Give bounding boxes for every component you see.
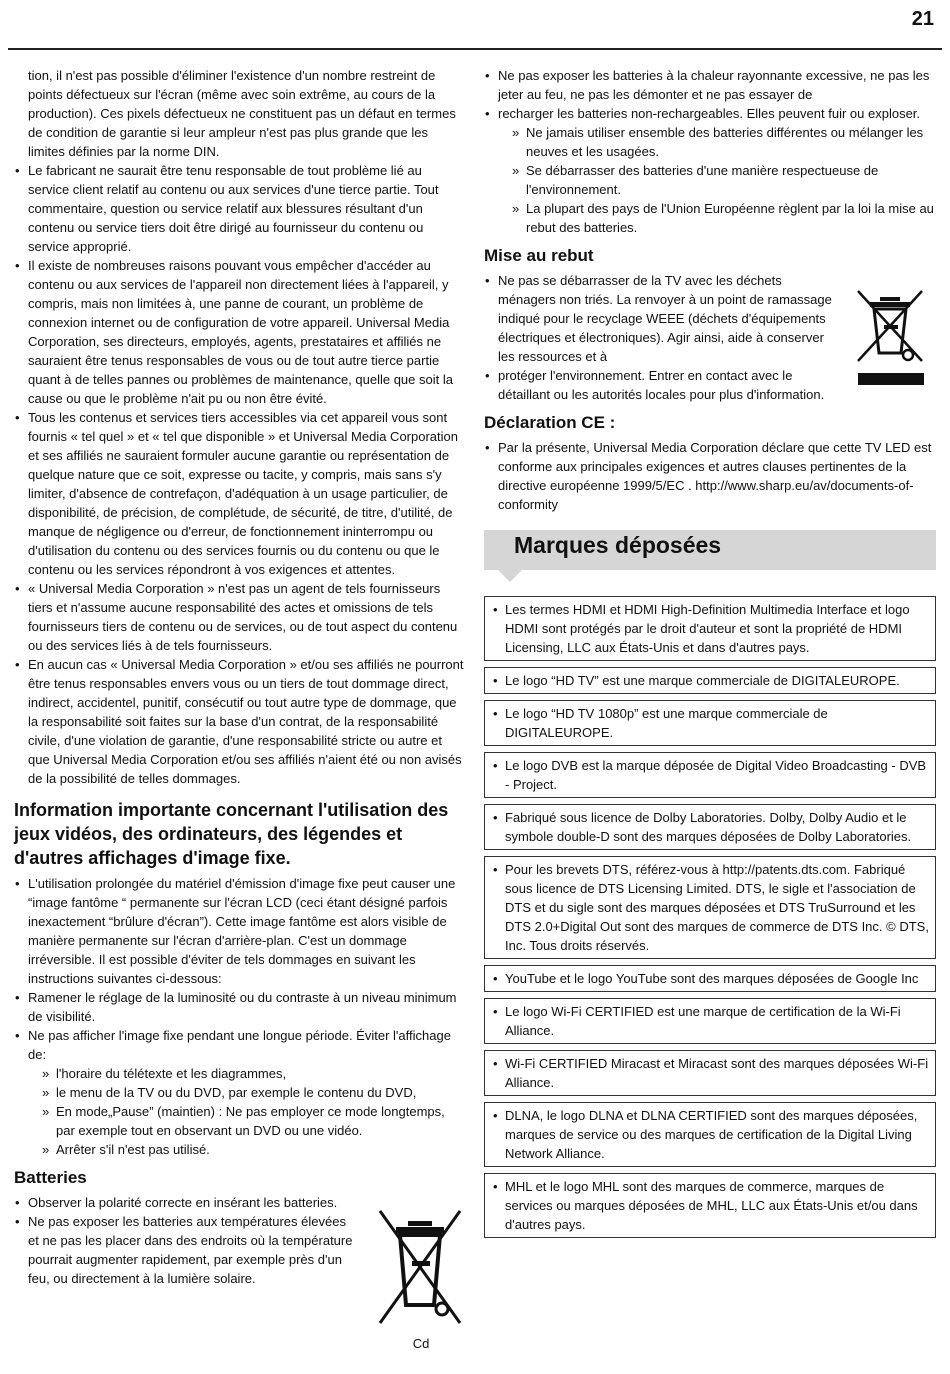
list-item	[484, 104, 936, 237]
trademark-item: • Le logo “HD TV 1080p” est une marque commerciale de DIGITALEUROPE.	[484, 700, 936, 746]
list-item: • protéger l'environnement. Entrer en contact avec le détaillant ou les autorités locales pour plus d'information.	[484, 366, 936, 404]
info-list	[14, 874, 466, 1159]
list-item: • L'utilisation prolongée du matériel d'émission d'image fixe peut causer une “image fantôme “ permanente sur l'écran LCD (ceci étant désigné parfois inexactement “brûlure d'écran”). Cette image fantôme est alors visible de manière permanente sur l'écran d'arrière-plan. C'est un dommage irréversible. Il est possible d'éviter de tels dommages en suivant les instructions suivantes ci-dessous:	[14, 874, 466, 988]
batteries-heading: Batteries	[14, 1168, 87, 1187]
trademark-item: • Pour les brevets DTS, référez-vous à http://patents.dts.com. Fabriqué sous licence de DTS Licensing Limited. DTS, le sigle et l'association de DTS et du sigle sont des marques déposées et DTS TruSurround et les DTS 2.0+Digital Out sont des marques de commerce de DTS Inc. © DTS, Inc. Tous droits réservés.	[484, 856, 936, 959]
left-column	[14, 66, 466, 1353]
header-divider	[8, 48, 942, 50]
banner-pointer	[498, 570, 522, 582]
ce-heading: Déclaration CE :	[484, 413, 616, 432]
trademark-item: • Le logo “HD TV” est une marque commerciale de DIGITALEUROPE.	[484, 667, 936, 694]
sub-item: » En mode„Pause” (maintien) : Ne pas employer ce mode longtemps, par exemple tout en observant un DVD ou une vidéo.	[42, 1102, 466, 1140]
trademarks-list	[484, 596, 936, 1238]
sub-item: » Ne jamais utiliser ensemble des batteries différentes ou mélanger les neuves et les usagées.	[512, 123, 936, 161]
list-item: • Par la présente, Universal Media Corporation déclare que cette TV LED est conforme aux principales exigences et autres clauses pertinentes de la directive européenne 1999/5/EC . http://www.sharp.eu/av/documents-of-conformity	[484, 438, 936, 514]
list-item: • En aucun cas « Universal Media Corporation » et/ou ses affiliés ne pourront être tenus responsables envers vous ou un tiers de tout dommage direct, indirect, accidentel, punitif, consécutif ou tout autre type de dommage, que la responsabilité soit faites sur la base d'un contrat, de la responsabilité civile, d'une violation de garantie, d'une responsabilité stricte ou autre et que Universal Media Corporation et/ou ses affiliés n'aient été ou non avisés de la possibilité de telles dommages.	[14, 655, 466, 788]
trademarks-heading: Marques déposées	[514, 532, 722, 558]
sub-item: » Arrêter s'il n'est pas utilisé.	[42, 1140, 466, 1159]
list-item-text: Ne pas afficher l'image fixe pendant une longue période. Éviter l'affichage de:	[28, 1028, 451, 1062]
info-sublist	[28, 1064, 466, 1159]
batteries-list	[14, 1193, 466, 1288]
list-item: • Observer la polarité correcte en insérant les batteries.	[14, 1193, 466, 1212]
list-item-text: recharger les batteries non-rechargeables. Elles peuvent fuir ou exploser.	[498, 106, 921, 121]
list-item	[14, 1026, 466, 1159]
trademark-item: • Fabriqué sous licence de Dolby Laboratories. Dolby, Dolby Audio et le symbole double-D sont des marques déposées de Dolby Laboratories.	[484, 804, 936, 850]
sub-item: » l'horaire du télétexte et les diagrammes,	[42, 1064, 466, 1083]
list-item: • Le fabricant ne saurait être tenu responsable de tout problème lié au service client relatif au contenu ou aux services d'une tierce partie. Tout commentaire, question ou service relatif aux blessures résultant d'un contenu ou service tiers doit être dirigé au fournisseur du contenu ou service approprié.	[14, 161, 466, 256]
battery-warnings-list	[484, 66, 936, 237]
intro-continuation: tion, il n'est pas possible d'éliminer l'existence d'un nombre restreint de points défectueux sur l'écran (même avec soin extrême, au cours de la production). Ces pixels défectueux ne constituent pas un défaut en termes de condition de garantie si leur ampleur n'est pas plus grande que les limites définies par la norme DIN.	[28, 68, 456, 159]
trademark-item: • Le logo DVB est la marque déposée de Digital Video Broadcasting - DVB - Project.	[484, 752, 936, 798]
list-item: • Tous les contenus et services tiers accessibles via cet appareil vous sont fournis « tel quel » et « tel que disponible » et Universal Media Corporation et ses affiliés ne sauraient formuler aucune garantie ou représentation de quelque nature que ce soit, expresse ou tacite, y compris, mais sans s'y limiter, d'absence de contrefaçon, d'adéquation à un usage particulier, de disponibilité, de précision, de complétude, de sécurité, de titre, d'utilité, de manque de négligence ou d'erreur, de fonctionnement ininterrompu ou d'utilisation du contenu ou des services fournis ou du contenu ou que le contenu ou les services répondront à vos exigences et attentes.	[14, 408, 466, 579]
trademark-item: • MHL et le logo MHL sont des marques de commerce, marques de services ou marques déposées de MHL, LLC aux États-Unis et/ou dans d'autres pays.	[484, 1173, 936, 1238]
list-item: • Il existe de nombreuses raisons pouvant vous empêcher d'accéder au contenu ou aux services de l'appareil non directement liées à l'appareil, y compris, mais non limitées à, une panne de courant, un problème de connexion internet ou de configuration de votre appareil. Universal Media Corporation, ses directeurs, employés, agents, prestataires et affiliés ne sauraient être tenus responsables de vous ou de tout autre tierce partie quant à de telles pannes ou problèmes de maintenance, quelle que soit la cause ou que le problème n'ait pu ou non être évité.	[14, 256, 466, 408]
trademark-item: • Le logo Wi-Fi CERTIFIED est une marque de certification de la Wi-Fi Alliance.	[484, 998, 936, 1044]
trademark-item: • YouTube et le logo YouTube sont des marques déposées de Google Inc	[484, 965, 936, 992]
list-item: • Ramener le réglage de la luminosité ou du contraste à un niveau minimum de visibilité.	[14, 988, 466, 1026]
sub-item: » La plupart des pays de l'Union Européenne règlent par la loi la mise au rebut des batteries.	[512, 199, 936, 237]
batteries-block	[14, 1193, 466, 1351]
disposal-list	[484, 271, 936, 404]
cd-label: Cd	[412, 1336, 430, 1351]
info-heading: Information importante concernant l'utilisation des jeux vidéos, des ordinateurs, des légendes et d'autres affichages d'image fixe.	[14, 800, 449, 868]
list-item: • Ne pas exposer les batteries aux températures élevées et ne pas les placer dans des endroits où la température pourrait augmenter rapidement, par exemple près d'un feu, ou directement à la lumière solaire.	[14, 1212, 466, 1288]
disposal-block	[484, 271, 936, 404]
trademark-item: • Les termes HDMI et HDMI High-Definition Multimedia Interface et logo HDMI sont protégés par le droit d'auteur et sont la propriété de HDMI Licensing, LLC aux États-Unis et dans d'autres pays.	[484, 596, 936, 661]
disclaimer-list	[14, 161, 466, 788]
ce-list	[484, 438, 936, 514]
trademark-item: • DLNA, le logo DLNA et DLNA CERTIFIED sont des marques déposées, marques de service ou des marques de certification de la Digital Living Network Alliance.	[484, 1102, 936, 1167]
page-number: 21	[911, 8, 934, 30]
sub-item: » Se débarrasser des batteries d'une manière respectueuse de l'environnement.	[512, 161, 936, 199]
list-item: • Ne pas exposer les batteries à la chaleur rayonnante excessive, ne pas les jeter au feu, ne pas les démonter et ne pas essayer de	[484, 66, 936, 104]
list-item: • Ne pas se débarrasser de la TV avec les déchets ménagers non triés. La renvoyer à un point de ramassage indiqué pour le recyclage WEEE (déchets d'équipements électriques et électroniques). Agir ainsi, aide à conserver les ressources et à	[484, 271, 936, 366]
disposal-heading: Mise au rebut	[484, 246, 594, 265]
list-item: • « Universal Media Corporation » n'est pas un agent de tels fournisseurs tiers et n'assume aucune responsabilité des actes et omissions de tels fournisseurs tiers de contenu ou de services, ou de tout aspect du contenu ou des services liés à de tels fournisseurs.	[14, 579, 466, 655]
sub-item: » le menu de la TV ou du DVD, par exemple le contenu du DVD,	[42, 1083, 466, 1102]
right-column	[484, 66, 936, 1244]
trademarks-banner	[484, 530, 936, 570]
battery-sublist	[498, 123, 936, 237]
trademark-item: • Wi-Fi CERTIFIED Miracast et Miracast sont des marques déposées Wi-Fi Alliance.	[484, 1050, 936, 1096]
